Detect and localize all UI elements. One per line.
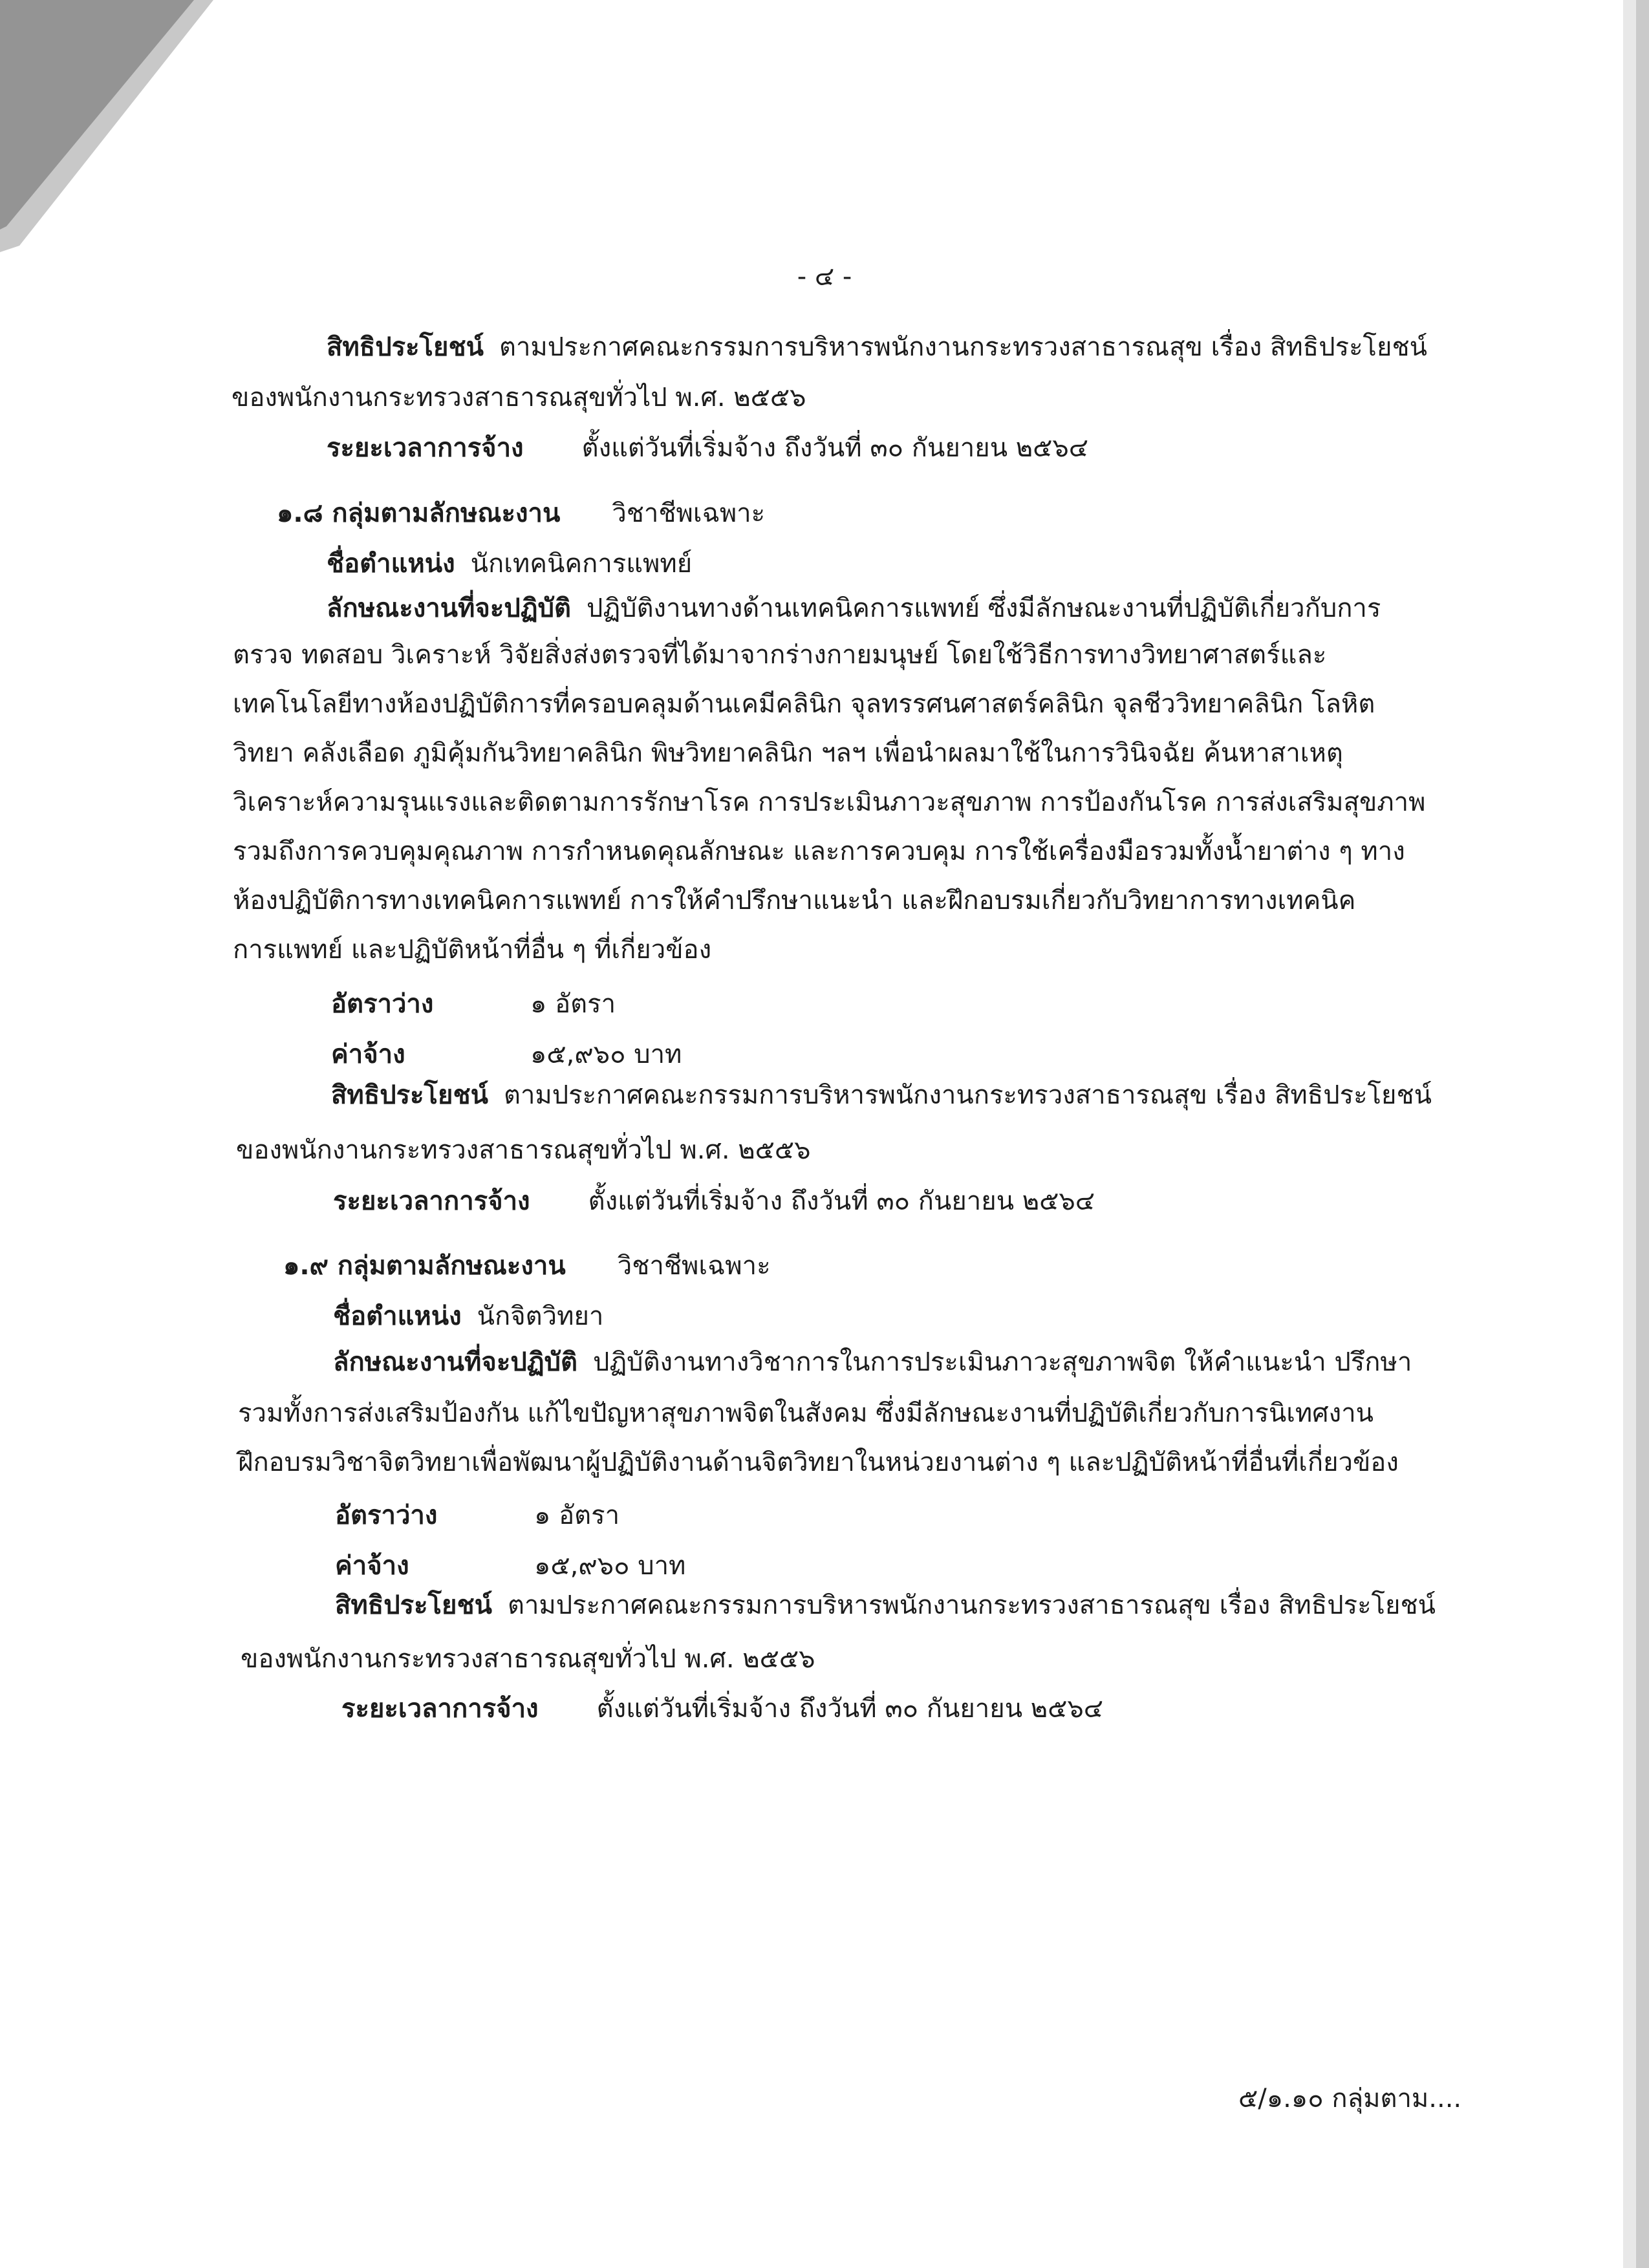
wage-line [331, 1038, 682, 1071]
duty-text-line: การแพทย์ และปฏิบัติหน้าที่อื่น ๆ ที่เกี่ยวข้อง [233, 935, 712, 965]
position-label: ชื่อตำแหน่ง [333, 1301, 462, 1331]
period-label: ระยะเวลาการจ้าง [341, 1694, 539, 1724]
period-label: ระยะเวลาการจ้าง [327, 433, 524, 463]
vacancy-label: อัตราว่าง [331, 989, 434, 1019]
section-1-9-heading [283, 1249, 771, 1283]
benefit-line [327, 330, 1427, 364]
benefit-line-cont: ของพนักงานกระทรวงสาธารณสุขทั่วไป พ.ศ. ๒๕๕๖ [232, 383, 806, 412]
benefit-label: สิทธิประโยชน์ [335, 1590, 492, 1620]
duty-text-line: วิเคราะห์ความรุนแรงและติดตามการรักษาโรค การประเมินภาวะสุขภาพ การป้องกันโรค การส่งเสริมสุขภาพ [233, 787, 1426, 817]
duty-text-line: ห้องปฏิบัติการทางเทคนิคการแพทย์ การให้คำปรึกษาแนะนำ และฝึกอบรมเกี่ยวกับวิทยาการทางเทคนิค [233, 886, 1356, 915]
vacancy-value: ๑ อัตรา [530, 989, 616, 1019]
benefit-text: ตามประกาศคณะกรรมการบริหารพนักงานกระทรวงสาธารณสุข เรื่อง สิทธิประโยชน์ [507, 1590, 1436, 1620]
benefit-line-cont: ของพนักงานกระทรวงสาธารณสุขทั่วไป พ.ศ. ๒๕๕๖ [236, 1135, 811, 1165]
duty-line [333, 1345, 1412, 1379]
page-number: - ๔ - [797, 262, 852, 292]
position-value: นักจิตวิทยา [477, 1301, 604, 1331]
section-heading-value: วิชาชีพเฉพาะ [617, 1251, 771, 1281]
duty-line [327, 592, 1381, 625]
period-text: ตั้งแต่วันที่เริ่มจ้าง ถึงวันที่ ๓๐ กันยายน ๒๕๖๔ [588, 1186, 1095, 1216]
wage-label: ค่าจ้าง [331, 1040, 405, 1069]
period-label: ระยะเวลาการจ้าง [333, 1186, 530, 1216]
continuation-footer: ๕/๑.๑๐ กลุ่มตาม.... [1238, 2084, 1462, 2113]
duty-label: ลักษณะงานที่จะปฏิบัติ [333, 1347, 577, 1377]
wage-value: ๑๕,๙๖๐ บาท [530, 1040, 682, 1069]
duty-text: ปฏิบัติงานทางด้านเทคนิคการแพทย์ ซึ่งมีลักษณะงานที่ปฏิบัติเกี่ยวกับการ [586, 594, 1381, 623]
period-line [341, 1692, 1103, 1726]
vacancy-line [335, 1499, 620, 1532]
section-1-8-heading [277, 497, 765, 530]
duty-text-line: เทคโนโลยีทางห้องปฏิบัติการที่ครอบคลุมด้านเคมีคลินิก จุลทรรศนศาสตร์คลินิก จุลชีววิทยาคลินิก โลหิต [233, 689, 1375, 719]
benefit-line [331, 1078, 1432, 1112]
duty-text: ปฏิบัติงานทางวิชาการในการประเมินภาวะสุขภาพจิต ให้คำแนะนำ ปรึกษา [592, 1347, 1412, 1377]
position-line [333, 1300, 603, 1333]
vacancy-line [331, 987, 616, 1021]
benefit-text: ตามประกาศคณะกรรมการบริหารพนักงานกระทรวงสาธารณสุข เรื่อง สิทธิประโยชน์ [503, 1080, 1432, 1110]
duty-text-line: วิทยา คลังเลือด ภูมิคุ้มกันวิทยาคลินิก พิษวิทยาคลินิก ฯลฯ เพื่อนำผลมาใช้ในการวินิจฉัย ค้นหาสาเหตุ [233, 738, 1343, 768]
section-heading: ๑.๙ กลุ่มตามลักษณะงาน [283, 1251, 566, 1281]
benefit-text: ตามประกาศคณะกรรมการบริหารพนักงานกระทรวงสาธารณสุข เรื่อง สิทธิประโยชน์ [499, 332, 1427, 362]
period-text: ตั้งแต่วันที่เริ่มจ้าง ถึงวันที่ ๓๐ กันยายน ๒๕๖๔ [596, 1694, 1104, 1724]
wage-value: ๑๕,๙๖๐ บาท [534, 1551, 686, 1581]
period-line [327, 431, 1088, 465]
section-heading: ๑.๘ กลุ่มตามลักษณะงาน [277, 498, 561, 528]
position-value: นักเทคนิคการแพทย์ [470, 549, 693, 579]
vacancy-value: ๑ อัตรา [534, 1501, 620, 1530]
duty-label: ลักษณะงานที่จะปฏิบัติ [327, 594, 571, 623]
vacancy-label: อัตราว่าง [335, 1501, 438, 1530]
position-line [327, 547, 692, 581]
wage-label: ค่าจ้าง [335, 1551, 409, 1581]
wage-line [335, 1549, 685, 1583]
duty-text-line: ตรวจ ทดสอบ วิเคราะห์ วิจัยสิ่งส่งตรวจที่ได้มาจากร่างกายมนุษย์ โดยใช้วิธีการทางวิทยาศาสตร์และ [233, 640, 1327, 670]
benefit-label: สิทธิประโยชน์ [327, 332, 484, 362]
benefit-line [335, 1589, 1436, 1622]
duty-text-line: ฝึกอบรมวิชาจิตวิทยาเพื่อพัฒนาผู้ปฏิบัติงานด้านจิตวิทยาในหน่วยงานต่าง ๆ และปฏิบัติหน้าที่อื่นที่เกี่ยวข้อง [238, 1448, 1399, 1477]
position-label: ชื่อตำแหน่ง [327, 549, 455, 579]
duty-text-line: รวมทั้งการส่งเสริมป้องกัน แก้ไขปัญหาสุขภาพจิตในสังคม ซึ่งมีลักษณะงานที่ปฏิบัติเกี่ยวกับการนิเทศงาน [238, 1398, 1374, 1428]
benefit-label: สิทธิประโยชน์ [331, 1080, 488, 1110]
duty-text-line: รวมถึงการควบคุมคุณภาพ การกำหนดคุณลักษณะ และการควบคุม การใช้เครื่องมือรวมทั้งน้ำยาต่าง ๆ ทาง [233, 837, 1405, 866]
benefit-line-cont: ของพนักงานกระทรวงสาธารณสุขทั่วไป พ.ศ. ๒๕๕๖ [241, 1644, 815, 1674]
section-heading-value: วิชาชีพเฉพาะ [612, 498, 766, 528]
period-text: ตั้งแต่วันที่เริ่มจ้าง ถึงวันที่ ๓๐ กันยายน ๒๕๖๔ [581, 433, 1089, 463]
period-line [333, 1184, 1095, 1218]
